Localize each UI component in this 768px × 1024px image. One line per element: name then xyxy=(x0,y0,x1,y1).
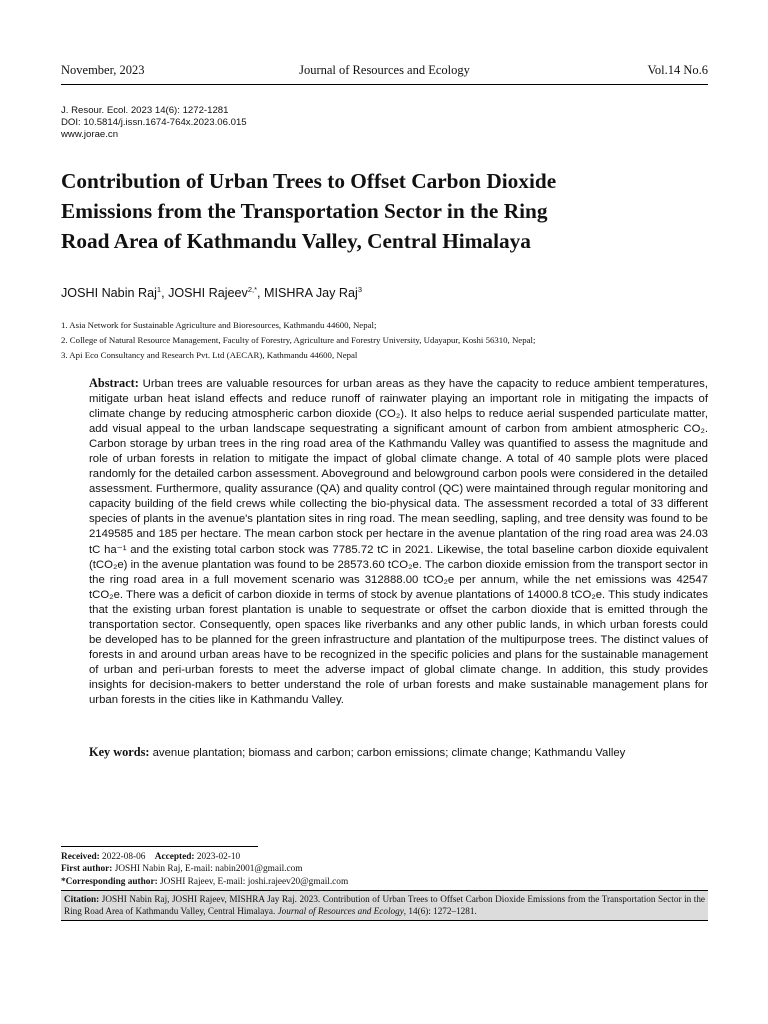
author-list: JOSHI Nabin Raj$^1$, JOSHI Rajeev$^{2,*}$, MISHRA Jay Raj$^3$ xyxy=(61,285,362,301)
received-label: Received: xyxy=(61,852,100,862)
footnote-rule xyxy=(61,846,258,847)
author-name: JOSHI Rajeev xyxy=(168,286,248,301)
author-affiliation-marker: 1 xyxy=(156,285,162,294)
keywords-text: avenue plantation; biomass and carbon; carbon emissions; climate change; Kathmandu Valley xyxy=(152,747,626,759)
citation-short: J. Resour. Ecol. 2023 14(6): 1272-1281 xyxy=(61,105,229,116)
accepted-date: 2023-02-10 xyxy=(196,852,241,862)
author-name: MISHRA Jay Raj xyxy=(264,286,358,301)
affiliations xyxy=(61,318,535,363)
author-affiliation-marker: 3 xyxy=(357,285,362,294)
author-affiliation-marker: 2,* xyxy=(247,285,258,294)
author-name: JOSHI Nabin Raj xyxy=(61,286,157,301)
accepted-label: Accepted: xyxy=(154,852,195,862)
dates-line xyxy=(61,851,348,863)
header-journal-name: Journal of Resources and Ecology xyxy=(299,63,470,77)
header-rule xyxy=(61,84,708,85)
citation-pages: , 14(6): 1272–1281. xyxy=(403,906,477,917)
article-meta xyxy=(61,105,247,141)
abstract-text: Urban trees are valuable resources for urban areas as they have the capacity to reduce ambient temperatures, mitigate urban heat island effects and reduce runoff of rainwater playing an important role in mitigating the impacts of climate change by reducing atmospheric carbon dioxide (CO₂). It also helps to reduce aerial suspended particulate matter, add visual appeal to the urban landscape sequestrating a significant amount of carbon from ambient atmospheric CO₂. Carbon storage by urban trees in the ring road area of the Kathmandu Valley was quantified to assess the magnitude and role of urban forests in relation to mitigate the impact of global climate change. A total of 40 sample plots were placed randomly for the detailed carbon assessment. Aboveground and belowground carbon pools were considered in the detailed assessment. Furthermore, quality assurance (QA) and quality control (QC) were maintained through regular monitoring and capacity building of the field crews while collecting the bio-physical data. The assessment recorded a total of 33 different species of plants in the avenue's plantation sites in ring road. The mean seedling, sapling, and tree density was found to be 2149585 and 185 per hectare. The mean carbon stock per hectare in the avenue plantation of the ring road area was 24.03 tC ha⁻¹ and the existing total carbon stock was 7785.72 tC in 2021. Likewise, the total baseline carbon dioxide equivalent (tCO₂e) in the avenue plantation was found to be 28573.60 tCO₂e. The carbon dioxide emission from the transport sector in the ring road area in a full movement scenario was 312888.00 tCO₂e per annum, while the net emissions was 42547 tCO₂e. There was a deficit of carbon dioxide in terms of stock by avenue plantations of 14000.8 tCO₂e. This study indicates that the existing urban forest plantation is unable to sequestrate or offset the carbon dioxide that is emitted through the transportation sector. Consequently, open spaces like riverbanks and any other public lands, in which urban forests could be developed has to be planned for the green infrastructure and plantation of the multipurpose trees. The distinct values of forests in and around urban areas have to be recognized in the specific policies and plans for the sustainable management of urban and peri-urban forests to meet the adverse impact of global climate change. In addition, this study provides insights for decision-makers to better understand the role of urban forests and make sustainable management plans for urban forests in the cities like in Kathmandu Valley. xyxy=(89,378,708,706)
abstract xyxy=(89,376,708,708)
first-author-contact: JOSHI Nabin Raj, E-mail: nabin2001@gmail.com xyxy=(114,864,303,875)
abstract-label: Abstract: xyxy=(89,376,139,390)
article-title xyxy=(61,166,661,256)
corresponding-author-line xyxy=(61,876,348,888)
title-line: Road Area of Kathmandu Valley, Central Himalaya xyxy=(61,229,531,253)
affiliation-item: 1. Asia Network for Sustainable Agriculture and Bioresources, Kathmandu 44600, Nepal; xyxy=(61,320,377,330)
affiliation-item: 3. Api Eco Consultancy and Research Pvt. Ltd (AECAR), Kathmandu 44600, Nepal xyxy=(61,350,358,360)
corresponding-author-label: *Corresponding author: xyxy=(61,876,158,887)
website-link[interactable]: www.jorae.cn xyxy=(61,129,119,140)
keywords xyxy=(89,745,708,760)
footnotes xyxy=(61,851,348,888)
citation-box xyxy=(61,890,708,921)
citation-text: JOSHI Nabin Raj, JOSHI Rajeev, MISHRA Jay Raj. 2023. Contribution of Urban Trees to Offset Carbon Dioxide Emissions from the Transportation Sector in the Ring Road Area of Kathmandu Valley, Central Himalaya. xyxy=(64,894,705,917)
first-author-label: First author: xyxy=(61,864,113,875)
title-line: Emissions from the Transportation Sector in the Ring xyxy=(61,199,548,223)
running-header xyxy=(61,63,708,81)
received-date: 2022-08-06 xyxy=(102,852,146,862)
keywords-label: Key words: xyxy=(89,745,150,759)
citation-journal: Journal of Resources and Ecology xyxy=(277,906,404,917)
corresponding-author-contact: JOSHI Rajeev, E-mail: joshi.rajeev20@gmail.com xyxy=(160,876,349,887)
title-line: Contribution of Urban Trees to Offset Carbon Dioxide xyxy=(61,169,557,193)
doi: DOI: 10.5814/j.issn.1674-764x.2023.06.015 xyxy=(61,117,247,128)
header-date: November, 2023 xyxy=(61,63,145,77)
header-volume: Vol.14 No.6 xyxy=(647,63,708,77)
first-author-line xyxy=(61,863,348,875)
affiliation-item: 2. College of Natural Resource Management, Faculty of Forestry, Agriculture and Forestry University, Udayapur, Koshi 56310, Nepal; xyxy=(61,335,536,345)
citation-label: Citation: xyxy=(64,894,100,904)
